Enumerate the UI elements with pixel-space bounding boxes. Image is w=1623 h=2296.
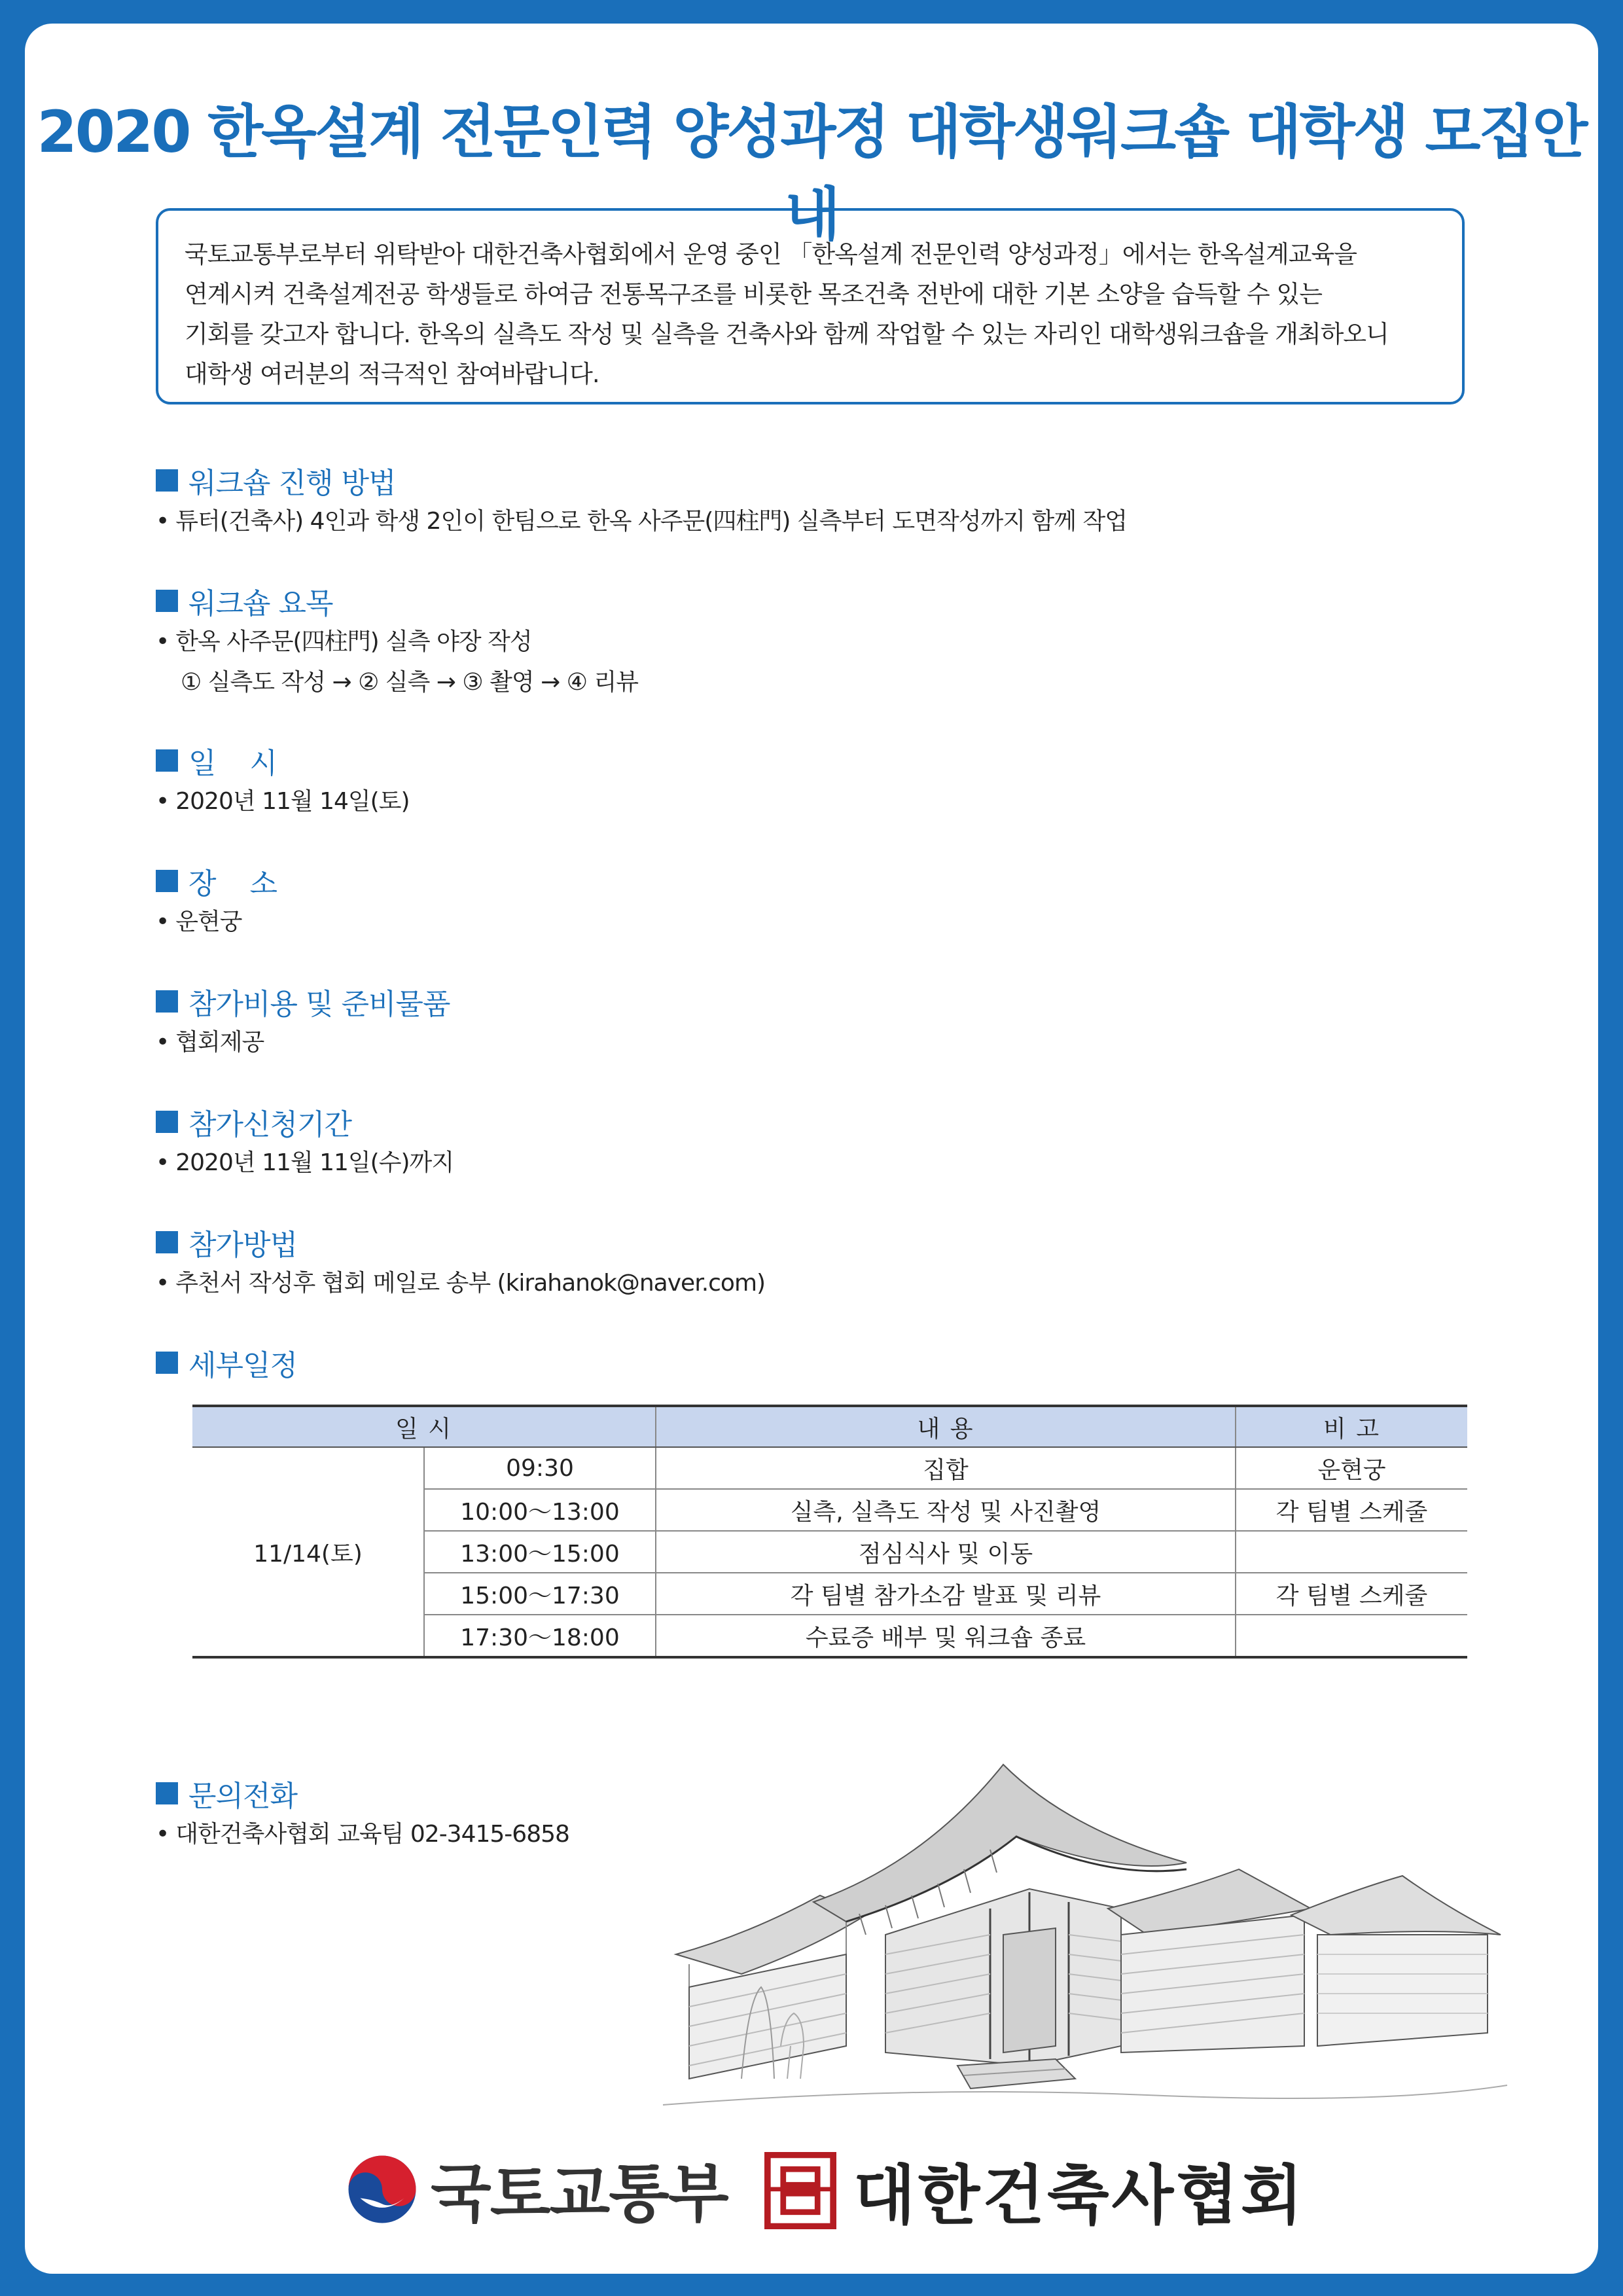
schedule-table xyxy=(192,1405,1467,1659)
section-title: 문의전화 xyxy=(188,1780,298,1813)
content-cell: 집합 xyxy=(656,1447,1236,1489)
bullet-dot: • xyxy=(156,788,169,815)
bullet-dot: • xyxy=(156,908,169,935)
section-method xyxy=(156,459,1530,542)
summary-steps: ① 실측도 작성 → ② 실측 → ③ 촬영 → ④ 리뷰 xyxy=(181,669,638,696)
intro-line: 연계시켜 건축설계전공 학생들로 하여금 전통목구조를 비롯한 목조건축 전반에 대한 기본 소양을 습득할 수 있는 xyxy=(185,280,1323,308)
bullet-dot: • xyxy=(156,1270,169,1297)
taegeuk-icon xyxy=(346,2153,419,2226)
header-note: 비 고 xyxy=(1236,1406,1467,1447)
section-title: 일 시 xyxy=(188,747,277,780)
intro-line: 기회를 갖고자 합니다. 한옥의 실측도 작성 및 실측을 건축사와 함께 작업할 수 있는 자리인 대학생워크숍을 개최하오니 xyxy=(185,320,1389,348)
table-row xyxy=(192,1447,1467,1489)
section-text: 대한건축사협회 교육팀 02-3415-6858 xyxy=(175,1821,569,1848)
content-cell: 점심식사 및 이동 xyxy=(656,1531,1236,1573)
section-title: 참가비용 및 준비물품 xyxy=(188,988,450,1021)
section-title: 워크숍 진행 방법 xyxy=(188,467,396,500)
square-bullet-icon xyxy=(156,1231,178,1253)
section-apply xyxy=(156,1221,1530,1304)
bullet-dot: • xyxy=(156,1029,169,1056)
section-title: 워크숍 요목 xyxy=(188,587,333,620)
section-cost xyxy=(156,980,1530,1063)
poster-page xyxy=(25,24,1598,2274)
section-schedule xyxy=(156,1342,1530,1384)
note-cell: 운현궁 xyxy=(1236,1447,1467,1489)
section-text: 협회제공 xyxy=(175,1029,264,1056)
square-bullet-icon xyxy=(156,590,178,612)
institute-name: 대한건축사협회 xyxy=(853,2158,1306,2233)
section-text: 튜터(건축사) 4인과 학생 2인이 한팀으로 한옥 사주문(四柱門) 실측부터 도면작성까지 함께 작업 xyxy=(175,508,1128,535)
ministry-name: 국토교통부 xyxy=(431,2157,728,2231)
square-bullet-icon xyxy=(156,749,178,772)
institute-logo xyxy=(764,2144,1306,2236)
bullet-dot: • xyxy=(156,1149,169,1176)
square-bullet-icon xyxy=(156,469,178,492)
time-cell: 09:30 xyxy=(424,1447,656,1489)
time-cell: 13:00～15:00 xyxy=(424,1531,656,1573)
square-bullet-icon xyxy=(156,870,178,892)
date-cell: 11/14(토) xyxy=(192,1447,424,1657)
time-cell: 10:00～13:00 xyxy=(424,1489,656,1531)
header-content: 내 용 xyxy=(656,1406,1236,1447)
intro-box xyxy=(156,208,1465,404)
section-period xyxy=(156,1101,1530,1183)
kira-seal-icon xyxy=(764,2152,836,2229)
note-cell: 각 팀별 스케줄 xyxy=(1236,1489,1467,1531)
section-title: 참가방법 xyxy=(188,1229,298,1262)
square-bullet-icon xyxy=(156,1111,178,1133)
section-text: 2020년 11월 11일(수)까지 xyxy=(175,1149,454,1176)
ministry-logo xyxy=(346,2144,728,2234)
time-cell: 17:30～18:00 xyxy=(424,1615,656,1657)
section-date xyxy=(156,740,1530,822)
note-cell xyxy=(1236,1531,1467,1573)
content-cell: 각 팀별 참가소감 발표 및 리뷰 xyxy=(656,1573,1236,1615)
bullet-dot: • xyxy=(156,628,169,655)
header-datetime: 일 시 xyxy=(192,1406,656,1447)
square-bullet-icon xyxy=(156,990,178,1013)
section-title: 세부일정 xyxy=(188,1349,298,1382)
page-title: 2020 한옥설계 전문인력 양성과정 대학생워크숍 대학생 모집안내 xyxy=(37,98,1586,248)
section-text: 운현궁 xyxy=(175,908,242,935)
section-title: 장 소 xyxy=(188,867,277,901)
hanok-gate-illustration xyxy=(650,1738,1514,2118)
section-text: 한옥 사주문(四柱門) 실측 야장 작성 xyxy=(175,628,532,655)
section-text: 2020년 11월 14일(토) xyxy=(175,788,410,815)
bullet-dot: • xyxy=(156,508,169,535)
intro-line: 국토교통부로부터 위탁받아 대한건축사협회에서 운영 중인 「한옥설계 전문인력 양성과정」에서는 한옥설계교육을 xyxy=(185,240,1357,268)
square-bullet-icon xyxy=(156,1782,178,1804)
content-cell: 실측, 실측도 작성 및 사진촬영 xyxy=(656,1489,1236,1531)
note-cell xyxy=(1236,1615,1467,1657)
section-summary xyxy=(156,580,1530,703)
section-place xyxy=(156,860,1530,942)
square-bullet-icon xyxy=(156,1352,178,1374)
content-cell: 수료증 배부 및 워크숍 종료 xyxy=(656,1615,1236,1657)
note-cell: 각 팀별 스케줄 xyxy=(1236,1573,1467,1615)
time-cell: 15:00～17:30 xyxy=(424,1573,656,1615)
bullet-dot: • xyxy=(156,1821,169,1848)
section-title: 참가신청기간 xyxy=(188,1108,352,1141)
section-text: 추천서 작성후 협회 메일로 송부 (kirahanok@naver.com) xyxy=(175,1270,766,1297)
table-header-row xyxy=(192,1406,1467,1447)
intro-line: 대학생 여러분의 적극적인 참여바랍니다. xyxy=(185,360,599,388)
